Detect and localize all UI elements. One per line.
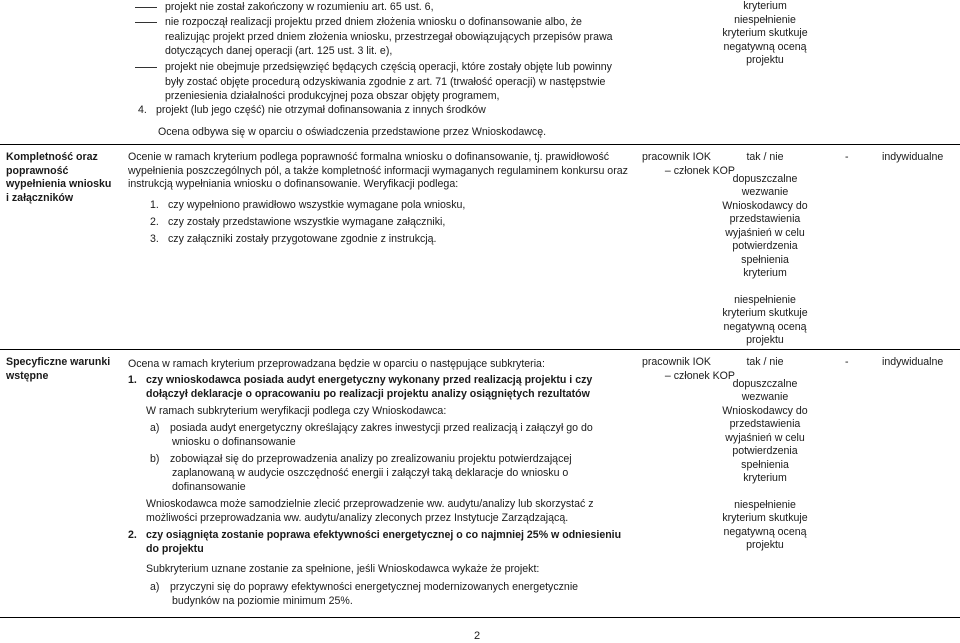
option-line: Wnioskodawcy do: [722, 199, 808, 212]
evaluator-line: pracownik IOK: [642, 151, 711, 163]
option-line: dopuszczalne: [732, 377, 798, 390]
row-divider: [0, 144, 960, 145]
option-line: Wnioskodawcy do: [722, 404, 808, 417]
note-text: Ocena odbywa się w oparciu o oświadczenia przedstawione przez Wnioskodawcę.: [158, 126, 547, 138]
criterion-name: [6, 356, 118, 383]
item-text: dołączył deklaracje o opracowaniu po realizacji projektu analizy osiągniętych rezultatów: [146, 388, 590, 400]
option-line: spełnienia: [741, 458, 789, 471]
dash-value: -: [845, 356, 849, 368]
row-divider: [0, 349, 960, 350]
subcriterion: [128, 373, 592, 387]
name-line: wypełnienia wniosku: [6, 178, 112, 190]
item-text: czy osiągnięta zostanie poprawa efektywności energetycznej o co najmniej 25% w odniesieniu: [146, 529, 622, 541]
page-number: 2: [474, 630, 481, 642]
list-item: [150, 198, 465, 212]
cell-line: projektu: [746, 54, 784, 66]
item-text: W ramach subkryterium weryfikacji podlega czy Wnioskodawca:: [146, 405, 447, 417]
item-text: wniosku o dofinansowanie: [172, 436, 296, 448]
top-right-cell: [700, 0, 830, 68]
row-divider: [0, 617, 960, 618]
item-text: zobowiązał się do przeprowadzenia analizy po zrealizowaniu projektu potwierdzającej: [170, 453, 572, 465]
item-label: b): [150, 453, 160, 465]
desc-line: Ocena w ramach kryterium przeprowadzana będzie w oparciu o następujące subkryteria:: [128, 358, 545, 370]
item-label: a): [150, 581, 160, 593]
item-text: czy wypełniono prawidłowo wszystkie wymagane pola wniosku,: [168, 199, 466, 211]
evaluator-line: – członek KOP: [664, 164, 735, 177]
item-text: projekt nie obejmuje przedsięwzięć będących częścią operacji, które zostały objęte lub powinny: [165, 61, 612, 73]
desc-line: instrukcją wypełniania wniosku o dofinansowanie. Weryfikacji podlega:: [128, 178, 459, 190]
option-line: niespełnienie: [734, 293, 796, 306]
option-line: kryterium: [743, 267, 787, 279]
option-line: spełnienia: [741, 253, 789, 266]
name-line: Kompletność oraz: [6, 151, 98, 163]
option-line: wyjaśnień w celu: [725, 226, 805, 239]
cell-line: kryterium: [743, 0, 787, 12]
item-text: zaplanowaną w audycie oszczędność energii i załączył taką deklaracje do wniosku o: [172, 467, 569, 479]
cell-line: niespełnienie: [734, 13, 796, 26]
item-number: 1.: [150, 199, 159, 211]
item-text: dotyczących danej operacji (art. 125 ust. 3 lit. e),: [165, 45, 393, 57]
option-line: wezwanie: [741, 186, 789, 198]
name-line: i załączników: [6, 191, 74, 204]
dash-bullet: [135, 7, 157, 8]
option-line: tak / nie: [746, 356, 784, 368]
list-item: [135, 15, 582, 29]
desc-line: Ocenie w ramach kryterium podlega poprawność formalna wniosku o dofinansowanie, tj. prawidłowość: [128, 151, 610, 163]
item-label: a): [150, 422, 160, 434]
item-text: realizując projekt przed dniem złożenia wniosku, przestrzegał obowiązujących przepisów prawa: [165, 31, 613, 43]
item-text: projekt nie został zakończony w rozumieniu art. 65 ust. 6,: [165, 1, 434, 13]
criterion-name: [6, 151, 118, 205]
option-line: kryterium: [743, 472, 787, 484]
sub-item: [150, 421, 593, 435]
item-number: 1.: [128, 374, 137, 386]
item-text: posiada audyt energetyczny określający zakres inwestycji przed realizacją i załączył go do: [170, 422, 593, 434]
dash-value: -: [845, 151, 849, 163]
item-text: czy załączniki zostały przygotowane zgodnie z instrukcją.: [168, 233, 437, 245]
item-text: Subkryterium uznane zostanie za spełnione, jeśli Wnioskodawca wykaże że projekt:: [146, 563, 540, 575]
dash-bullet: [135, 67, 157, 68]
sub-item: [150, 452, 572, 466]
list-item: [138, 103, 486, 117]
assessment-type: indywidualne: [882, 151, 944, 163]
item-text: przeniesienia działalności produkcyjnej poza obszar objęty programem,: [165, 90, 500, 102]
cell-line: kryterium skutkuje: [722, 27, 808, 39]
name-line: wstępne: [6, 369, 49, 382]
item-number: 2.: [150, 216, 159, 228]
item-text: Wnioskodawca może samodzielnie zlecić przeprowadzenie ww. audytu/analizy lub skorzystać z: [146, 498, 594, 510]
option-line: potwierdzenia: [732, 445, 798, 457]
item-text: możliwości przeprowadzania ww. audytu/analizy zleconych przez Instytucje Zarządzającą.: [146, 512, 569, 524]
option-line: tak / nie: [746, 151, 784, 163]
option-line: niespełnienie: [734, 498, 796, 511]
evaluator-line: – członek KOP: [664, 369, 735, 382]
option-line: projektu: [746, 539, 784, 551]
option-line: projektu: [746, 334, 784, 346]
name-line: poprawność: [6, 164, 69, 177]
list-item: [150, 232, 437, 246]
option-line: kryterium skutkuje: [722, 307, 808, 319]
item-text: dofinansowanie: [172, 481, 246, 493]
option-line: potwierdzenia: [732, 240, 798, 252]
item-number: 2.: [128, 529, 137, 541]
list-item: [135, 0, 434, 14]
item-text: przyczyni się do poprawy efektywności energetycznej modernizowanych energetycznie: [170, 581, 579, 593]
item-text: do projektu: [146, 543, 204, 555]
item-text: nie rozpoczął realizacji projektu przed dniem złożenia wniosku o dofinansowanie albo, że: [165, 16, 582, 28]
desc-line: wypełnienia poszczególnych pól, a także kompletność informacji wymaganych regulaminem konkursu oraz: [128, 164, 628, 177]
option-line: wyjaśnień w celu: [725, 431, 805, 444]
item-text: były zostać objęte procedurą odzyskiwania zgodnie z art. 71 (trwałość operacji) w następstwie: [165, 76, 606, 88]
option-line: kryterium skutkuje: [722, 512, 808, 524]
item-text: czy zostały przedstawione wszystkie wymagane załączniki,: [168, 216, 446, 228]
option-line: przedstawienia: [729, 418, 801, 430]
list-item: [150, 215, 445, 229]
option-line: wezwanie: [741, 391, 789, 403]
item-text: projekt (lub jego część) nie otrzymał dofinansowania z innych środków: [156, 104, 486, 116]
list-item: [135, 60, 612, 74]
subcriterion: [128, 528, 621, 542]
evaluator-line: pracownik IOK: [642, 356, 711, 368]
item-text: budynków na poziomie minimum 25%.: [172, 595, 353, 607]
option-line: przedstawienia: [729, 213, 801, 225]
evaluation-options: [700, 151, 830, 348]
item-number: 4.: [138, 104, 147, 116]
dash-bullet: [135, 22, 157, 23]
option-line: negatywną oceną: [723, 525, 807, 538]
evaluation-options: [700, 356, 830, 553]
criterion-description: [128, 151, 633, 192]
assessment-type: indywidualne: [882, 356, 944, 368]
sub-item: [150, 580, 578, 594]
item-text: czy wnioskodawca posiada audyt energetyczny wykonany przed realizacją projektu i czy: [146, 374, 593, 386]
name-line: Specyficzne warunki: [6, 356, 111, 368]
option-line: dopuszczalne: [732, 172, 798, 185]
cell-line: negatywną oceną: [723, 40, 807, 53]
option-line: negatywną oceną: [723, 320, 807, 333]
item-number: 3.: [150, 233, 159, 245]
